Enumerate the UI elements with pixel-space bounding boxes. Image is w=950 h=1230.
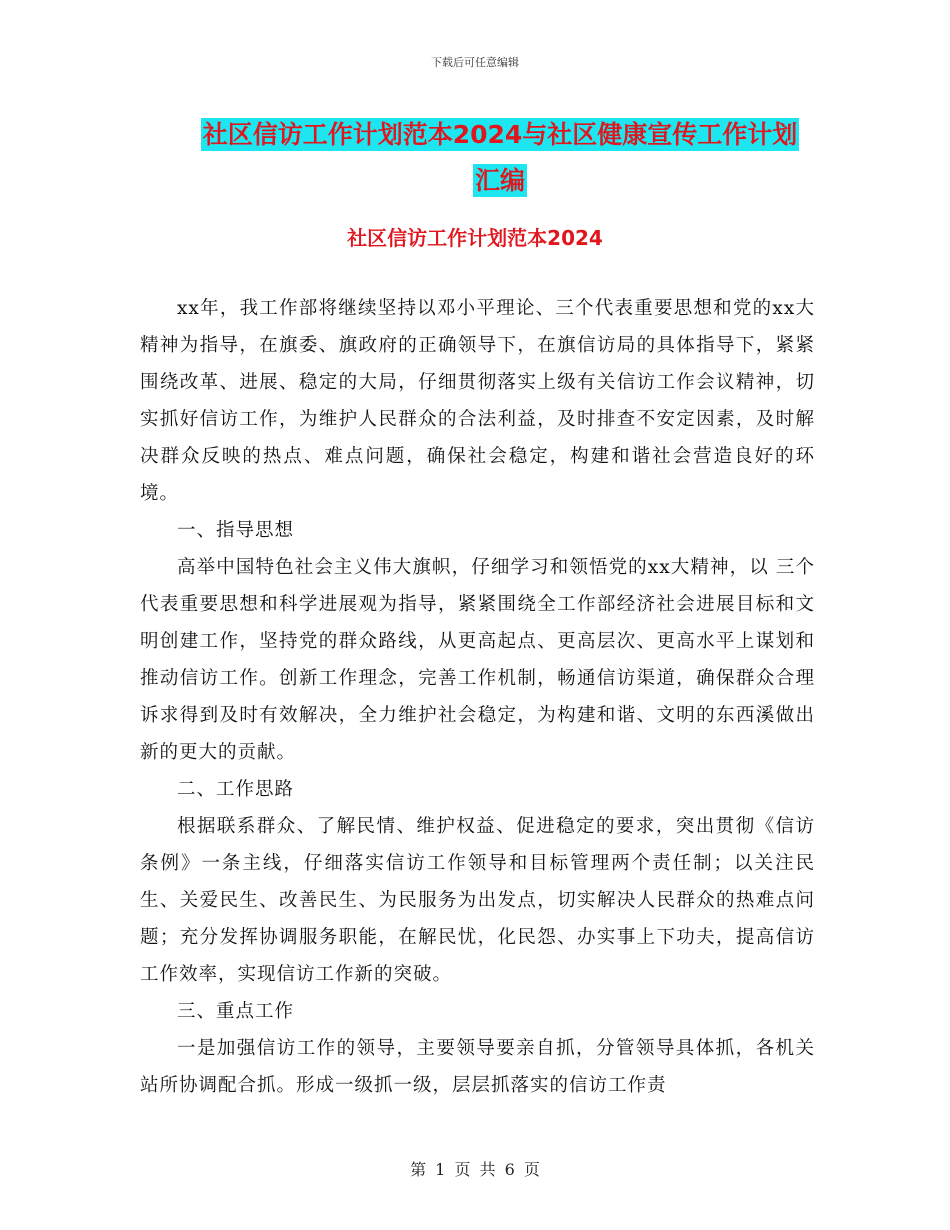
section-title: 社区信访工作计划范本2024 [347,226,603,250]
body-text [140,290,815,1104]
heading-guiding-ideology: 一、指导思想 [177,520,295,541]
header-note: 下载后可任意编辑 [431,56,519,69]
paragraph-guiding-ideology: 高举中国特色社会主义伟大旗帜，仔细学习和领悟党的xx大精神，以 三个代表重要思想和科学进展观为指导，紧紧围绕全工作部经济社会进展目标和文明创建工作，坚持党的群众路线，从更高起点、更高层次、更高水平上谋划和推动信访工作。创新工作理念，完善工作机制，畅通信访渠道，确保群众合理诉求得到及时有效解决，全力维护社会稳定，为构建和谐、文明的东西溪做出新的更大的贡献。 [140,557,815,763]
page-footer: 第 1 页 共 6 页 [410,1160,540,1179]
paragraph-intro: xx年，我工作部将继续坚持以邓小平理论、三个代表重要思想和党的xx大精神为指导，在旗委、旗政府的正确领导下，在旗信访局的具体指导下，紧紧围绕改革、进展、稳定的大局，仔细贯彻落实上级有关信访工作会议精神，切实抓好信访工作，为维护人民群众的合法利益，及时排查不安定因素，及时解决群众反映的热点、难点问题，确保社会稳定，构建和谐社会营造良好的环境。 [140,298,815,504]
paragraph-work-approach: 根据联系群众、了解民情、维护权益、促进稳定的要求，突出贯彻《信访条例》一条主线，仔细落实信访工作领导和目标管理两个责任制；以关注民生、关爱民生、改善民生、为民服务为出发点，切实解决人民群众的热难点问题；充分发挥协调服务职能，在解民忧，化民怨、办实事上下功夫，提高信访工作效率，实现信访工作新的突破。 [140,816,815,985]
paragraph-key-work: 一是加强信访工作的领导，主要领导要亲自抓，分管领导具体抓，各机关站所协调配合抓。形成一级抓一级，层层抓落实的信访工作责 [140,1038,815,1096]
document-title-line-2: 汇编 [474,166,525,195]
document-title [150,112,850,204]
heading-work-approach: 二、工作思路 [177,779,295,800]
document-title-line-1: 社区信访工作计划范本2024与社区健康宣传工作计划 [202,120,798,149]
heading-key-work: 三、重点工作 [177,1001,295,1022]
